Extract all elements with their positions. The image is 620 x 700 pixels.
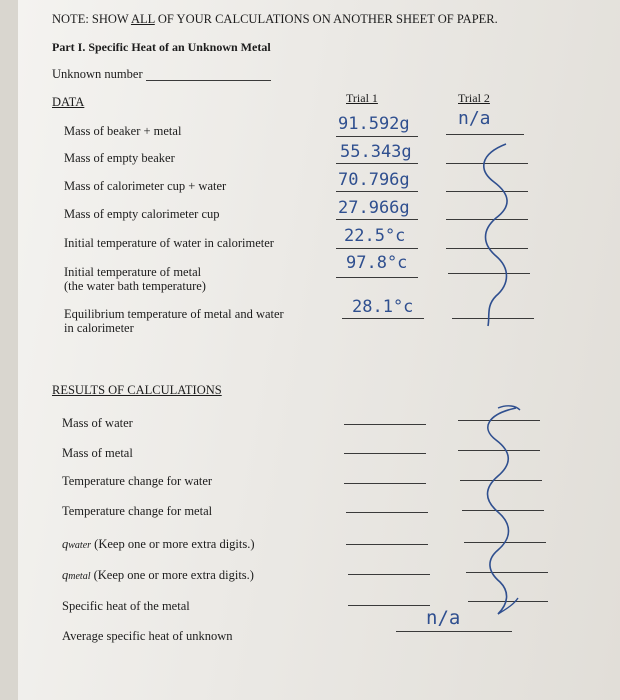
trial2-heading: Trial 2	[458, 91, 490, 105]
q-subscript: metal	[68, 571, 91, 582]
data-row-label: Mass of empty beaker	[64, 151, 175, 165]
data-row-label: Mass of beaker + metal	[64, 124, 182, 138]
average-line	[396, 631, 512, 632]
note-suffix: OF YOUR CALCULATIONS ON ANOTHER SHEET OF PAPER.	[154, 12, 498, 26]
result-trial1-line	[348, 605, 430, 606]
note-prefix: NOTE: SHOW	[52, 12, 131, 26]
trial1-value: 70.796g	[338, 170, 410, 190]
trial1-line	[336, 248, 418, 249]
trial1-value: 97.8°c	[346, 253, 408, 273]
data-heading: DATA	[52, 95, 85, 109]
trial1-heading: Trial 1	[346, 91, 378, 105]
data-row-label: Equilibrium temperature of metal and water	[64, 307, 284, 321]
data-row-label: Initial temperature of water in calorimeter	[64, 236, 274, 250]
result-trial1-line	[344, 424, 426, 425]
unknown-number-line	[146, 80, 271, 81]
trial1-value: 27.966g	[338, 198, 410, 218]
result-trial1-line	[346, 544, 428, 545]
q-symbol: q	[62, 537, 69, 551]
q-symbol: q	[62, 568, 69, 582]
trial1-value: 91.592g	[338, 114, 410, 134]
worksheet-page	[18, 0, 620, 700]
data-row-label: Mass of empty calorimeter cup	[64, 207, 220, 221]
trial1-value: 22.5°c	[344, 226, 406, 246]
result-trial1-line	[344, 483, 426, 484]
data-row-label-note: in calorimeter	[64, 321, 134, 335]
trial1-line	[336, 277, 418, 278]
part-title: Part I. Specific Heat of an Unknown Metal	[52, 40, 271, 54]
result-trial1-line	[346, 512, 428, 513]
result-row-label: Average specific heat of unknown	[62, 629, 233, 643]
result-row-label: Mass of water	[62, 416, 133, 430]
result-row-q-metal	[62, 568, 254, 583]
trial1-value: 55.343g	[340, 142, 412, 162]
trial1-line	[336, 136, 418, 137]
trial2-value: n/a	[458, 108, 491, 129]
data-row-label: Initial temperature of metal	[64, 265, 202, 279]
trial1-line	[336, 191, 418, 192]
result-trial1-line	[348, 574, 430, 575]
note-all: ALL	[130, 12, 155, 26]
result-row-label: Specific heat of the metal	[62, 599, 190, 613]
q-subscript: water	[68, 540, 92, 551]
result-row-q-water	[62, 537, 255, 552]
result-row-label: Temperature change for metal	[62, 504, 213, 518]
trial1-line	[342, 318, 424, 319]
trial1-line	[336, 163, 418, 164]
result-trial1-line	[344, 453, 426, 454]
result-row-label: (Keep one or more extra digits.)	[94, 537, 255, 551]
result-row-label: Temperature change for water	[62, 474, 213, 488]
results-heading: RESULTS OF CALCULATIONS	[52, 383, 222, 397]
average-value: n/a	[426, 607, 461, 629]
data-row-label: Mass of calorimeter cup + water	[64, 179, 227, 193]
result-row-label: Mass of metal	[62, 446, 133, 460]
calculation-note	[52, 12, 498, 27]
unknown-number-label: Unknown number	[52, 67, 143, 81]
result-row-label: (Keep one or more extra digits.)	[93, 568, 254, 582]
trial2-line	[446, 134, 524, 135]
trial1-value: 28.1°c	[352, 297, 414, 317]
trial1-line	[336, 219, 418, 220]
results-trial2-strike-icon	[458, 400, 548, 620]
data-row-label-note: (the water bath temperature)	[64, 279, 206, 293]
trial2-strike-icon	[460, 140, 540, 330]
